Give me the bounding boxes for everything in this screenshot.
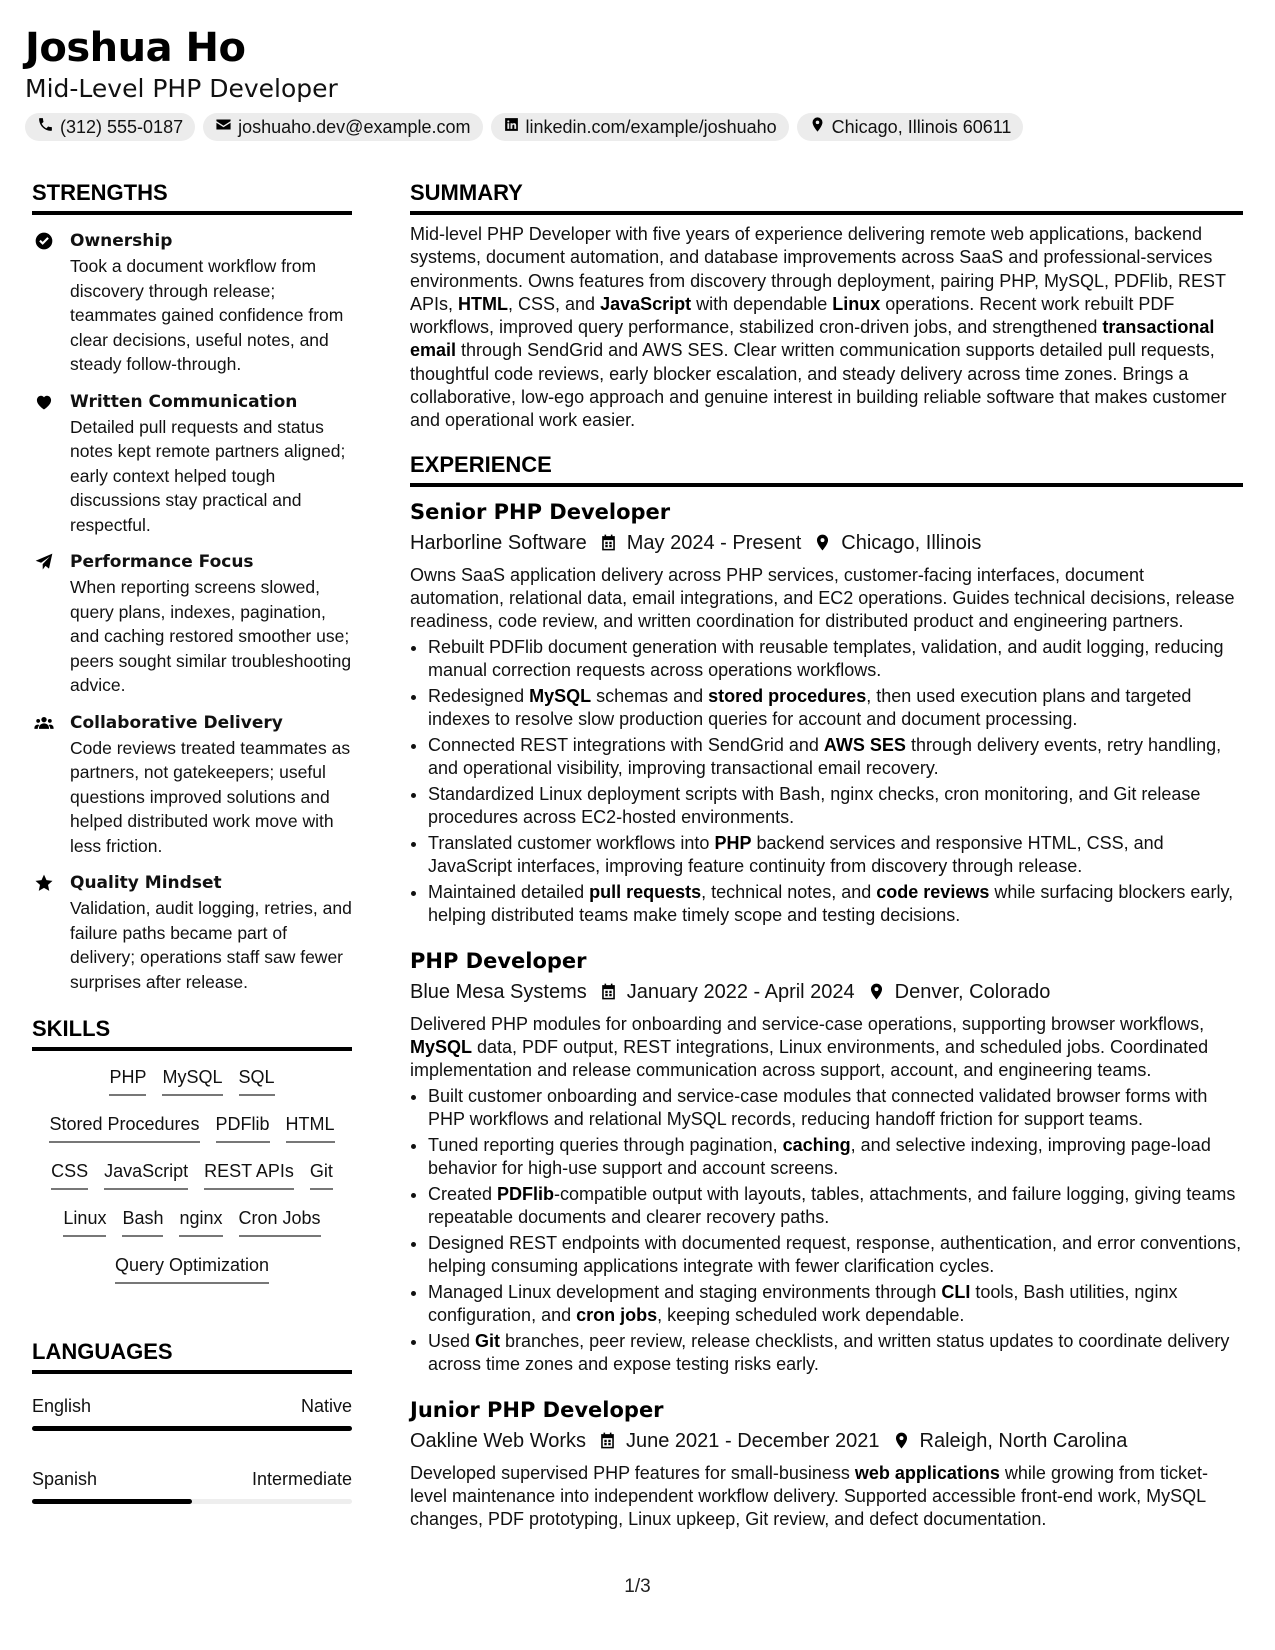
- contact-linkedin[interactable]: [491, 113, 789, 141]
- candidate-name: Joshua Ho: [25, 25, 246, 71]
- strength-title: Ownership: [70, 231, 173, 251]
- heart-icon: [32, 390, 56, 538]
- contact-phone[interactable]: [25, 113, 195, 141]
- job-bullet: • Designed REST endpoints with documented request, response, authentication, and error conventions, helping consuming applications integrate with fewer clarification cycles.: [428, 1232, 1243, 1279]
- language-item-spanish: [32, 1467, 352, 1504]
- calendar-icon: [586, 1431, 626, 1450]
- users-icon: [32, 711, 56, 859]
- contact-location-text: Chicago, Illinois 60611: [831, 116, 1012, 137]
- map-pin-icon: [855, 982, 895, 1001]
- job-bullet: • Rebuilt PDFlib document generation with reusable templates, validation, and audit logging, reducing manual correction requests across operations workflows.: [428, 636, 1243, 683]
- map-pin-icon: [880, 1431, 920, 1450]
- contact-email-text: joshuaho.dev@example.com: [238, 116, 471, 137]
- contact-email[interactable]: [203, 113, 482, 141]
- left-column: [32, 178, 352, 1504]
- linkedin-icon: [503, 116, 520, 138]
- strengths-heading: STRENGTHS: [32, 178, 352, 215]
- job-entry: [410, 1395, 1243, 1532]
- skill-tag: Git: [310, 1159, 333, 1190]
- job-bullet: • Maintained detailed pull requests, technical notes, and code reviews while surfacing blockers early, helping distributed teams make timely scope and testing decisions.: [428, 881, 1243, 928]
- job-company: Harborline Software: [410, 531, 587, 554]
- job-dates: May 2024 - Present: [626, 531, 802, 554]
- skill-tag: REST APIs: [204, 1159, 294, 1190]
- strengths-list: [32, 229, 352, 994]
- job-title: Junior PHP Developer: [410, 1397, 664, 1422]
- job-meta: [410, 977, 1243, 1007]
- contact-location: [797, 113, 1024, 141]
- skill-tag: Linux: [63, 1206, 106, 1237]
- map-pin-icon: [801, 533, 841, 552]
- experience-heading: EXPERIENCE: [410, 450, 1243, 487]
- job-entry: [410, 497, 1243, 928]
- calendar-icon: [587, 533, 627, 552]
- job-company: Blue Mesa Systems: [410, 980, 587, 1003]
- job-meta: [410, 1426, 1243, 1456]
- strength-description: Took a document workflow from discovery through release; teammates gained confidence from clear decisions, useful notes, and steady follow-through.: [70, 256, 344, 374]
- strength-item-performance-focus: [32, 550, 352, 698]
- language-level: Intermediate: [251, 1469, 352, 1489]
- job-title: PHP Developer: [410, 948, 587, 973]
- strength-description: Validation, audit logging, retries, and failure paths became part of delivery; operations staff saw fewer surprises after release.: [70, 898, 352, 992]
- paper-plane-icon: [32, 550, 56, 698]
- job-bullets: [410, 1085, 1243, 1377]
- job-dates: January 2022 - April 2024: [626, 980, 855, 1003]
- skill-tag: Query Optimization: [115, 1253, 269, 1284]
- strength-item-quality-mindset: [32, 871, 352, 994]
- strength-title: Performance Focus: [70, 552, 254, 572]
- job-dates: June 2021 - December 2021: [626, 1429, 880, 1452]
- strength-description: Detailed pull requests and status notes kept remote partners aligned; early context helped tough discussions stay practical and respectful.: [70, 416, 346, 535]
- calendar-icon: [587, 982, 627, 1001]
- job-description: Owns SaaS application delivery across PHP services, customer-facing interfaces, document automation, relational data, email integrations, and EC2 operations. Guides technical decisions, release readiness, code review, and written coordination for distributed product and engineering partners.: [410, 564, 1235, 632]
- skill-tag: nginx: [179, 1206, 222, 1237]
- job-meta: [410, 528, 1243, 558]
- summary-heading: SUMMARY: [410, 178, 1243, 215]
- job-company: Oakline Web Works: [410, 1429, 586, 1452]
- proficiency-bar: [32, 1499, 352, 1504]
- skill-tag: MySQL: [162, 1065, 222, 1096]
- job-bullet: • Tuned reporting queries through pagination, caching, and selective indexing, improving page-load behavior for high-use support and account screens.: [428, 1134, 1243, 1181]
- phone-icon: [37, 116, 54, 138]
- proficiency-bar-fill: [32, 1426, 352, 1431]
- strength-item-ownership: [32, 229, 352, 377]
- strength-item-collaborative-delivery: [32, 711, 352, 859]
- skill-tag: Bash: [122, 1206, 163, 1237]
- job-description: Developed supervised PHP features for small-business web applications while growing from ticket-level maintenance into independent workflow delivery. Supported accessible front-end work, MySQL changes, PDF prototyping, Linux upkeep, Git review, and defect documentation.: [410, 1462, 1208, 1530]
- job-bullet: • Redesigned MySQL schemas and stored procedures, then used execution plans and targeted indexes to resolve slow production queries for account and document processing.: [428, 685, 1243, 732]
- job-title: Senior PHP Developer: [410, 499, 671, 524]
- job-entry: [410, 946, 1243, 1377]
- job-bullet: • Built customer onboarding and service-case modules that connected validated browser forms with PHP workflows and relational MySQL records, reducing handoff friction for support teams.: [428, 1085, 1243, 1132]
- page-number: 1/3: [624, 1576, 651, 1597]
- strength-description: Code reviews treated teammates as partners, not gatekeepers; useful questions improved solutions and helped distributed work move with less friction.: [70, 737, 351, 856]
- job-location: Chicago, Illinois: [841, 531, 982, 554]
- strength-description: When reporting screens slowed, query plans, indexes, pagination, and caching restored smoother use; peers sought similar troubleshooting advice.: [70, 577, 352, 695]
- languages-heading: LANGUAGES: [32, 1337, 352, 1374]
- contact-bar: [25, 113, 1023, 141]
- skill-tag: JavaScript: [104, 1159, 188, 1190]
- job-location: Denver, Colorado: [894, 980, 1051, 1003]
- strength-title: Collaborative Delivery: [70, 712, 283, 733]
- proficiency-bar: [32, 1426, 352, 1431]
- job-bullet: • Standardized Linux deployment scripts with Bash, nginx checks, cron monitoring, and Git release procedures across EC2-hosted environments.: [428, 783, 1243, 830]
- contact-linkedin-text: linkedin.com/example/joshuaho: [525, 116, 777, 137]
- skills-heading: SKILLS: [32, 1014, 352, 1051]
- proficiency-bar-fill: [32, 1499, 192, 1504]
- job-bullet: • Translated customer workflows into PHP backend services and responsive HTML, CSS, and JavaScript interfaces, improving feature continuity from discovery through release.: [428, 832, 1243, 879]
- job-bullet: • Used Git branches, peer review, release checklists, and written status updates to coordinate delivery across time zones and expose testing risks early.: [428, 1330, 1243, 1377]
- skill-tag: CSS: [51, 1159, 88, 1190]
- map-pin-icon: [809, 116, 826, 138]
- strength-item-written-communication: [32, 390, 352, 538]
- skill-tag: PHP: [109, 1065, 146, 1096]
- strength-title: Quality Mindset: [70, 873, 222, 893]
- check-circle-icon: [32, 229, 56, 377]
- job-location: Raleigh, North Carolina: [919, 1429, 1128, 1452]
- strength-title: Written Communication: [70, 391, 298, 412]
- skill-tag: HTML: [286, 1112, 335, 1143]
- job-bullet: • Managed Linux development and staging environments through CLI tools, Bash utilities, nginx configuration, and cron jobs, keeping scheduled work dependable.: [428, 1281, 1243, 1328]
- star-icon: [32, 871, 56, 994]
- skill-tag: SQL: [239, 1065, 275, 1096]
- skill-tag: PDFlib: [216, 1112, 270, 1143]
- skills-list: [32, 1051, 352, 1300]
- contact-phone-text: (312) 555-0187: [60, 116, 184, 137]
- job-description: Delivered PHP modules for onboarding and service-case operations, supporting browser workflows, MySQL data, PDF output, REST integrations, Linux environments, and scheduled jobs. Coordinated implementation and release communication across support, account, and engineering teams.: [410, 1013, 1209, 1081]
- skill-tag: Stored Procedures: [49, 1112, 199, 1143]
- language-item-english: [32, 1394, 352, 1431]
- summary-text: Mid-level PHP Developer with five years of experience delivering remote web applications, backend systems, document automation, and database improvements across SaaS and professional-services environments. Owns features from discovery through deployment, pairing PHP, MySQL, PDFlib, REST APIs, HTML, CSS, and JavaScript with dependable Linux operations. Recent work rebuilt PDF workflows, improved query performance, stabilized cron-driven jobs, and strengthened transactional email through SendGrid and AWS SES. Clear written communication supports detailed pull requests, thoughtful code reviews, early blocker escalation, and steady delivery across time zones. Brings a collaborative, low-ego approach and genuine interest in building reliable software that makes customer and operational work easier.: [410, 224, 1227, 431]
- language-name: Spanish: [32, 1469, 98, 1489]
- envelope-icon: [215, 116, 232, 138]
- job-bullet: • Connected REST integrations with SendGrid and AWS SES through delivery events, retry handling, and operational visibility, improving transactional email recovery.: [428, 734, 1243, 781]
- job-bullets: [410, 636, 1243, 928]
- right-column: [410, 178, 1243, 1531]
- candidate-title: Mid-Level PHP Developer: [25, 74, 338, 103]
- job-bullet: • Created PDFlib-compatible output with layouts, tables, attachments, and failure logging, giving teams repeatable documents and clearer recovery paths.: [428, 1183, 1243, 1230]
- language-level: Native: [300, 1396, 352, 1416]
- skill-tag: Cron Jobs: [239, 1206, 321, 1237]
- language-name: English: [32, 1396, 92, 1416]
